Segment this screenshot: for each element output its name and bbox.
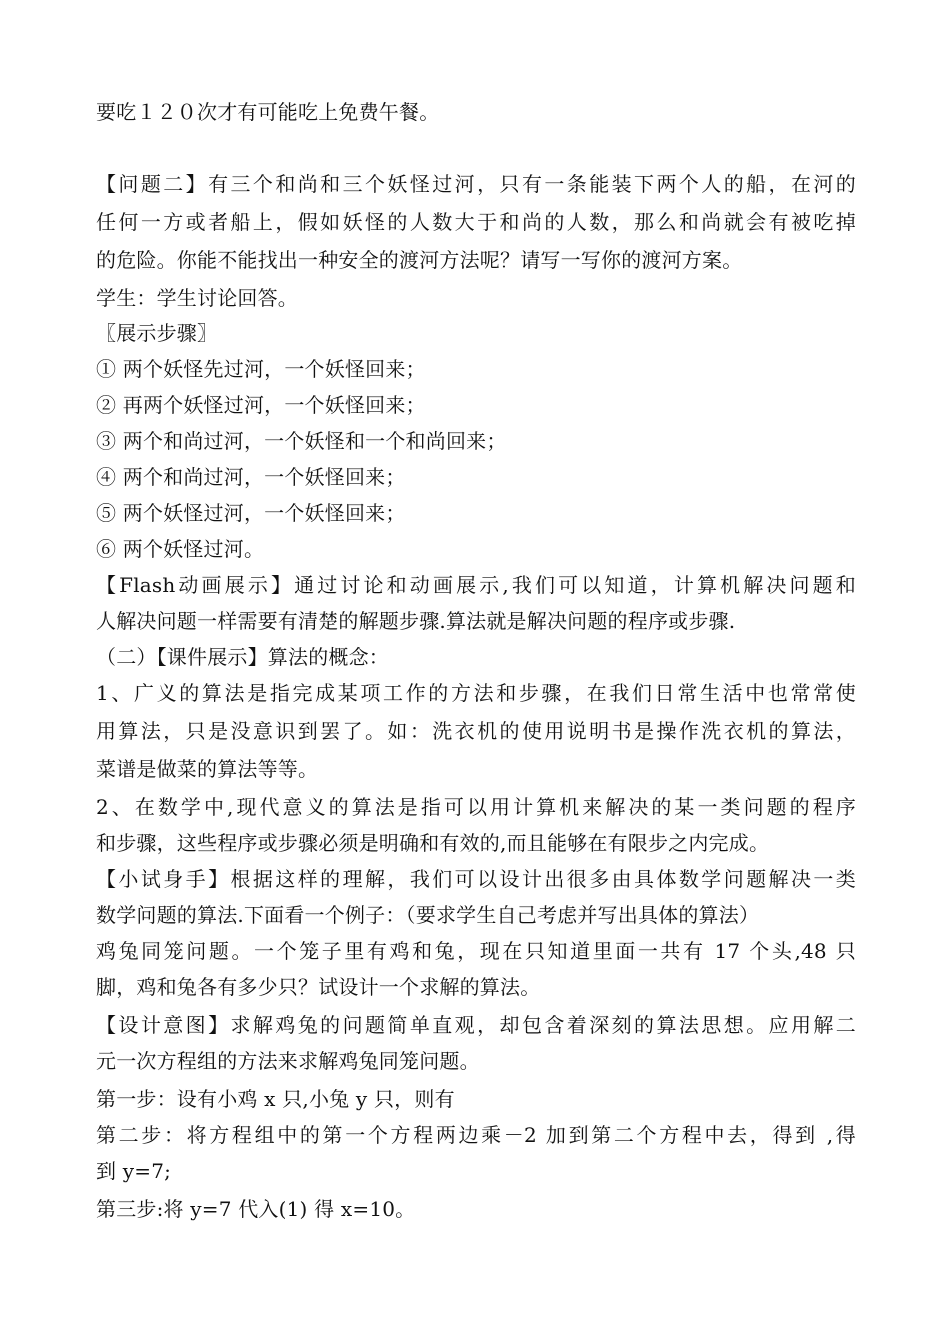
concept-1-line-1: 1、广义的算法是指完成某项工作的方法和步骤，在我们日常生活中也常常使	[96, 681, 856, 705]
problem-two-line-3: 的危险。你能不能找出一种安全的渡河方法呢？请写一写你的渡河方案。	[96, 248, 743, 272]
step-5: ⑤ 两个妖怪过河，一个妖怪回来；	[96, 501, 406, 525]
text-line-1: 要吃１２０次才有可能吃上免费午餐。	[96, 100, 440, 124]
problem-two-line-2: 任何一方或者船上，假如妖怪的人数大于和尚的人数，那么和尚就会有被吃掉	[96, 210, 856, 234]
show-steps-heading: 〖展示步骤〗	[96, 321, 218, 345]
flash-demo-line-1: 【Flash动画展示】通过讨论和动画展示,我们可以知道，计算机解决问题和	[96, 573, 856, 597]
algorithm-step-1: 第一步：设有小鸡 x 只,小兔 y 只，则有	[96, 1087, 455, 1111]
try-it-line-1: 【小试身手】根据这样的理解，我们可以设计出很多由具体数学问题解决一类	[96, 867, 856, 891]
concept-1-line-2: 用算法，只是没意识到罢了。如：洗衣机的使用说明书是操作洗衣机的算法，	[96, 719, 856, 743]
design-intent-line-1: 【设计意图】求解鸡兔的问题简单直观，却包含着深刻的算法思想。应用解二	[96, 1013, 856, 1037]
problem-two-line-1: 【问题二】有三个和尚和三个妖怪过河，只有一条能装下两个人的船，在河的	[96, 172, 856, 196]
flash-demo-line-2: 人解决问题一样需要有清楚的解题步骤.算法就是解决问题的程序或步骤.	[96, 609, 736, 633]
student-answer-line: 学生：学生讨论回答。	[96, 286, 298, 310]
chicken-rabbit-line-2: 脚，鸡和兔各有多少只？试设计一个求解的算法。	[96, 975, 541, 999]
courseware-heading: （二）【课件展示】算法的概念：	[96, 645, 389, 669]
step-2: ② 再两个妖怪过河，一个妖怪回来；	[96, 393, 426, 417]
try-it-line-2: 数学问题的算法.下面看一个例子：（要求学生自己考虑并写出具体的算法）	[96, 903, 760, 927]
concept-1-line-3: 菜谱是做菜的算法等等。	[96, 757, 319, 781]
step-1: ① 两个妖怪先过河，一个妖怪回来；	[96, 357, 426, 381]
step-4: ④ 两个和尚过河，一个妖怪回来；	[96, 465, 406, 489]
chicken-rabbit-line-1: 鸡兔同笼问题。一个笼子里有鸡和兔，现在只知道里面一共有 17 个头,48 只	[96, 939, 856, 963]
step-6: ⑥ 两个妖怪过河。	[96, 537, 265, 561]
concept-2-line-1: 2、在数学中,现代意义的算法是指可以用计算机来解决的某一类问题的程序	[96, 795, 856, 819]
concept-2-line-2: 和步骤，这些程序或步骤必须是明确和有效的,而且能够在有限步之内完成。	[96, 831, 770, 855]
step-3: ③ 两个和尚过河，一个妖怪和一个和尚回来；	[96, 429, 507, 453]
design-intent-line-2: 元一次方程组的方法来求解鸡兔同笼问题。	[96, 1049, 480, 1073]
algorithm-step-2-line-2: 到 y=7;	[96, 1159, 172, 1183]
algorithm-step-2-line-1: 第二步：将方程组中的第一个方程两边乘－2 加到第二个方程中去，得到 ,得	[96, 1123, 856, 1147]
algorithm-step-3: 第三步:将 y=7 代入(1) 得 x=10。	[96, 1197, 416, 1221]
